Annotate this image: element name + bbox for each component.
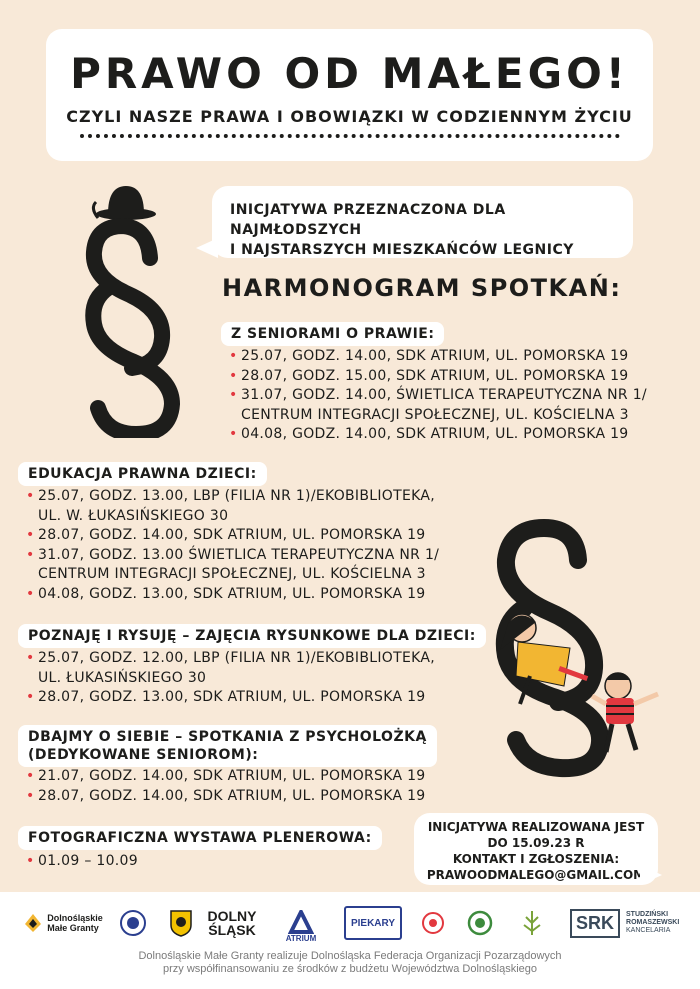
section-seniors-list [229,347,647,445]
logo-atrium: ATRIUM [274,906,328,946]
list-item: • 04.08, GODZ. 13.00, SDK ATRIUM, UL. POMORSKA 19 [26,585,439,605]
section-children-law-list [26,487,439,604]
list-item: • 01.09 – 10.09 [26,852,138,872]
list-item: • 28.07, GODZ. 14.00, SDK ATRIUM, UL. POMORSKA 19 [26,526,439,546]
section-psychologist-label-line-1: DBAJMY O SIEBIE – SPOTKANIA Z PSYCHOLOŻKĄ [28,729,427,745]
paragraph-children-illustration-icon [460,500,700,780]
list-item: • 21.07, GODZ. 14.00, SDK ATRIUM, UL. POMORSKA 19 [26,767,426,787]
paragraph-mascot-icon [68,178,198,438]
intro-bubble-tail [196,238,218,258]
intro-line-2: I NAJSTARSZYCH MIESZKAŃCÓW LEGNICY [230,242,574,258]
list-item: • 28.07, GODZ. 13.00, SDK ATRIUM, UL. POMORSKA 19 [26,688,435,708]
footer [0,892,700,989]
section-psychologist-label-line-2: (DEDYKOWANE SENIOROM): [28,747,259,763]
list-item-continuation: CENTRUM INTEGRACJI SPOŁECZNEJ, UL. KOŚCIELNA 3 [38,566,426,582]
logo-dolny-slask: DOLNY ŚLĄSK [207,908,257,938]
list-item-continuation: UL. W. ŁUKASIŃSKIEGO 30 [38,507,229,524]
list-item-continuation: UL. ŁUKASIŃSKIEGO 30 [38,669,207,686]
logo-srk-kancelaria: SRK STUDZIŃSKI ROMASZEWSKI KANCELARIA [570,906,680,940]
contact-email[interactable]: PRAWOODMALEGO@GMAIL.COM [426,868,646,882]
section-exhibition-label: FOTOGRAFICZNA WYSTAWA PLENEROWA: [18,826,382,850]
section-drawing-list [26,649,435,708]
list-item: • 25.07, GODZ. 14.00, SDK ATRIUM, UL. POMORSKA 19 [229,347,647,367]
section-seniors-label: Z SENIORAMI O PRAWIE: [221,322,444,346]
intro-line-1: INICJATYWA PRZEZNACZONA DLA NAJMŁODSZYCH [230,202,506,238]
section-children-law-label: EDUKACJA PRAWNA DZIECI: [18,462,267,486]
logo-dolnoslaskie-male-granty: Dolnośląskie Małe Granty [18,906,108,940]
list-item: • 25.07, GODZ. 12.00, LBP (FILIA NR 1)/EKOBIBLIOTEKA, [26,649,435,669]
footer-note-line-2: przy współfinansowaniu ze środków z budżetu Województwa Dolnośląskiego [163,963,537,975]
section-drawing-label: POZNAJĘ I RYSUJĘ – ZAJĘCIA RYSUNKOWE DLA DZIECI: [18,624,486,648]
contact-bubble [414,813,658,885]
page-title: PRAWO OD MAŁEGO! [70,49,629,98]
logo-round-green-icon [466,906,494,940]
dmg-logo-icon [23,912,43,934]
contact-line-2: DO 15.09.23 R [487,836,585,850]
schedule-title: HARMONOGRAM SPOTKAŃ: [222,274,622,302]
footer-note-line-1: Dolnośląskie Małe Granty realizuje Dolnośląska Federacja Organizacji Pozarządowych [138,950,562,962]
list-item: • 31.07, GODZ. 14.00, ŚWIETLICA TERAPEUTYCZNA NR 1/ [229,386,647,406]
list-item: • 31.07, GODZ. 13.00 ŚWIETLICA TERAPEUTYCZNA NR 1/ [26,546,439,566]
list-item: • 28.07, GODZ. 15.00, SDK ATRIUM, UL. POMORSKA 19 [229,367,647,387]
atrium-logo-icon [288,910,314,934]
contact-line-3: KONTAKT I ZGŁOSZENIA: [452,852,620,866]
contact-line-1: INICJATYWA REALIZOWANA JEST [427,820,645,834]
logo-coat-of-arms-icon [168,906,194,940]
intro-bubble [212,186,633,258]
list-item: • 25.07, GODZ. 13.00, LBP (FILIA NR 1)/EKOBIBLIOTEKA, [26,487,439,507]
logo-piekary: PIEKARY [344,906,402,940]
list-item: • 28.07, GODZ. 14.00, SDK ATRIUM, UL. POMORSKA 19 [26,787,426,807]
footer-note [0,950,700,976]
logo-round-red-icon [420,906,446,940]
list-item-continuation: CENTRUM INTEGRACJI SPOŁECZNEJ, UL. KOŚCIELNA 3 [241,406,629,423]
contact-bubble-tail [640,865,662,885]
section-exhibition-list [26,852,138,872]
dotted-divider [80,134,620,138]
logo-tree-icon [518,906,546,940]
section-psychologist-list [26,767,426,806]
title-box [46,29,653,161]
list-item: • 04.08, GODZ. 14.00, SDK ATRIUM, UL. POMORSKA 19 [229,425,647,445]
page-subtitle: CZYLI NASZE PRAWA I OBOWIĄZKI W CODZIENNYM ŻYCIU [66,107,633,126]
logo-federation-seal-icon [118,906,148,940]
section-psychologist-label [18,725,437,767]
